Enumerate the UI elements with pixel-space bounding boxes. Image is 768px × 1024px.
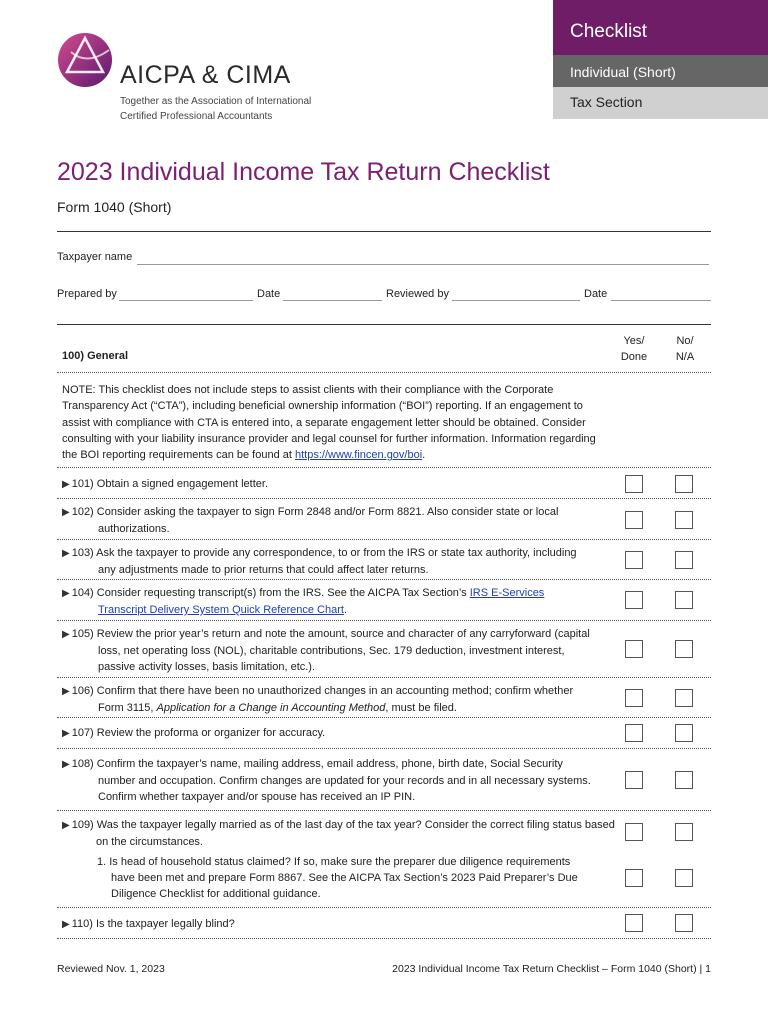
item-109: ▶ 109) Was the taxpayer legally married as of the last day of the tax year? Consider the correct filing status based on the circumstances. [62, 819, 615, 848]
item-102: ▶ 102) Consider asking the taxpayer to sign Form 2848 and/or Form 8821. Also consider state or local authorizations. [62, 506, 559, 535]
item-104-yes-checkbox[interactable] [625, 591, 643, 609]
cta-note: NOTE: This checklist does not include steps to assist clients with their compliance with the Corporate Transparency Act (“CTA”), including beneficial ownership information (“BOI”) reporting. If an engagement to assist with compliance with CTA is entered into, a separate engagement letter should be obtained. Consider consulting with your liability insurance provider and legal counsel for further information. Information regarding the BOI reporting requirements can be found at https://www.fincen.gov/boi. [62, 384, 596, 462]
item-109-1-no-checkbox[interactable] [675, 869, 693, 887]
triangle-icon: ▶ [62, 629, 70, 640]
date-label: Date [257, 288, 281, 300]
triangle-icon: ▶ [62, 479, 70, 490]
item-105-yes-checkbox[interactable] [625, 640, 643, 658]
prepared-by-field[interactable] [119, 300, 253, 301]
item-108-no-checkbox[interactable] [675, 771, 693, 789]
triangle-icon: ▶ [62, 919, 70, 930]
header-tabs [553, 0, 768, 119]
yes-done-header: Yes/ Done [620, 335, 648, 363]
reviewed-by-field[interactable] [452, 300, 580, 301]
prepared-by-label: Prepared by [57, 288, 117, 300]
tab-tax-section: Tax Section [553, 87, 768, 119]
item-105: ▶ 105) Review the prior year’s return and note the amount, source and character of any carryforward (capital loss, net operating loss (NOL), charitable contributions, Sec. 179 deduction, investment interest, passive activity losses, basis limitation, etc.). [62, 628, 590, 673]
footer-page-info: 2023 Individual Income Tax Return Checklist – Form 1040 (Short) | 1 [392, 963, 711, 975]
divider [57, 231, 711, 232]
reviewed-by-label: Reviewed by [386, 288, 449, 300]
item-101-no-checkbox[interactable] [675, 475, 693, 493]
item-104: ▶ 104) Consider requesting transcript(s) from the IRS. See the AICPA Tax Section’s IRS E-Services Transcript Delivery System Quick Reference Chart. [62, 587, 545, 616]
triangle-icon: ▶ [62, 759, 70, 770]
divider [57, 372, 711, 373]
item-106-yes-checkbox[interactable] [625, 689, 643, 707]
item-107: ▶ 107) Review the proforma or organizer for accuracy. [62, 727, 326, 739]
item-101-yes-checkbox[interactable] [625, 475, 643, 493]
triangle-icon: ▶ [62, 548, 70, 559]
divider [57, 539, 711, 540]
divider [57, 620, 711, 621]
item-108: ▶ 108) Confirm the taxpayer’s name, mailing address, email address, phone, birth date, Social Security number and occupation. Confirm changes are updated for your records and in all necessary systems. Confirm whether taxpayer and/or spouse has received an IP PIN. [62, 758, 591, 803]
divider [57, 810, 711, 811]
taxpayer-name-field[interactable] [137, 264, 709, 265]
review-date-field[interactable] [611, 300, 711, 301]
item-110-no-checkbox[interactable] [675, 914, 693, 932]
triangle-icon: ▶ [62, 507, 70, 518]
triangle-icon: ▶ [62, 728, 70, 739]
item-102-yes-checkbox[interactable] [625, 511, 643, 529]
item-106-no-checkbox[interactable] [675, 689, 693, 707]
divider [57, 324, 711, 325]
item-110: ▶ 110) Is the taxpayer legally blind? [62, 918, 235, 930]
item-103-yes-checkbox[interactable] [625, 551, 643, 569]
brand-name: AICPA & CIMA [120, 61, 291, 89]
item-107-yes-checkbox[interactable] [625, 724, 643, 742]
divider [57, 467, 711, 468]
divider [57, 579, 711, 580]
item-110-yes-checkbox[interactable] [625, 914, 643, 932]
item-108-yes-checkbox[interactable] [625, 771, 643, 789]
page-title: 2023 Individual Income Tax Return Checklist [57, 158, 550, 186]
taxpayer-name-label: Taxpayer name [57, 251, 133, 263]
item-109-no-checkbox[interactable] [675, 823, 693, 841]
section-heading: 100) General [62, 350, 129, 362]
footer-reviewed-date: Reviewed Nov. 1, 2023 [57, 963, 165, 975]
divider [57, 748, 711, 749]
item-109-1-yes-checkbox[interactable] [625, 869, 643, 887]
fincen-link[interactable]: https://www.fincen.gov/boi [294, 449, 423, 462]
item-103: ▶ 103) Ask the taxpayer to provide any correspondence, to or from the IRS or state tax authority, including any adjustments made to prior returns that could affect later returns. [62, 547, 577, 576]
tab-checklist: Checklist [553, 0, 768, 55]
globe-logo-icon [57, 32, 113, 88]
aicpa-cima-logo [57, 32, 327, 127]
irs-eservices-link[interactable]: IRS E-Services [469, 587, 545, 599]
item-104-no-checkbox[interactable] [675, 591, 693, 609]
triangle-icon: ▶ [62, 820, 70, 831]
item-109-1: 1. Is head of household status claimed? If so, make sure the preparer due diligence requirements have been met and prepare Form 8867. See the AICPA Tax Section’s 2023 Paid Preparer’s Due Diligence Checklist for additional guidance. [97, 856, 578, 900]
triangle-icon: ▶ [62, 686, 70, 697]
tab-individual-short: Individual (Short) [553, 55, 768, 87]
item-102-no-checkbox[interactable] [675, 511, 693, 529]
brand-tagline: Together as the Association of International Certified Professional Accountants [120, 96, 312, 122]
divider [57, 677, 711, 678]
item-109-yes-checkbox[interactable] [625, 823, 643, 841]
no-na-header: No/ N/A [675, 335, 695, 363]
page-subtitle: Form 1040 (Short) [57, 199, 172, 215]
item-106: ▶ 106) Confirm that there have been no unauthorized changes in an accounting method; confirm whether Form 3115, Application for a Change in Accounting Method, must be filed. [62, 685, 574, 714]
divider [57, 717, 711, 718]
transcript-chart-link[interactable]: Transcript Delivery System Quick Reference Chart [98, 604, 344, 616]
date-field[interactable] [283, 300, 382, 301]
item-103-no-checkbox[interactable] [675, 551, 693, 569]
divider [57, 498, 711, 499]
item-101: ▶ 101) Obtain a signed engagement letter. [62, 478, 269, 490]
item-105-no-checkbox[interactable] [675, 640, 693, 658]
item-107-no-checkbox[interactable] [675, 724, 693, 742]
triangle-icon: ▶ [62, 588, 70, 599]
divider [57, 907, 711, 908]
divider [57, 938, 711, 939]
review-date-label: Date [584, 288, 608, 300]
